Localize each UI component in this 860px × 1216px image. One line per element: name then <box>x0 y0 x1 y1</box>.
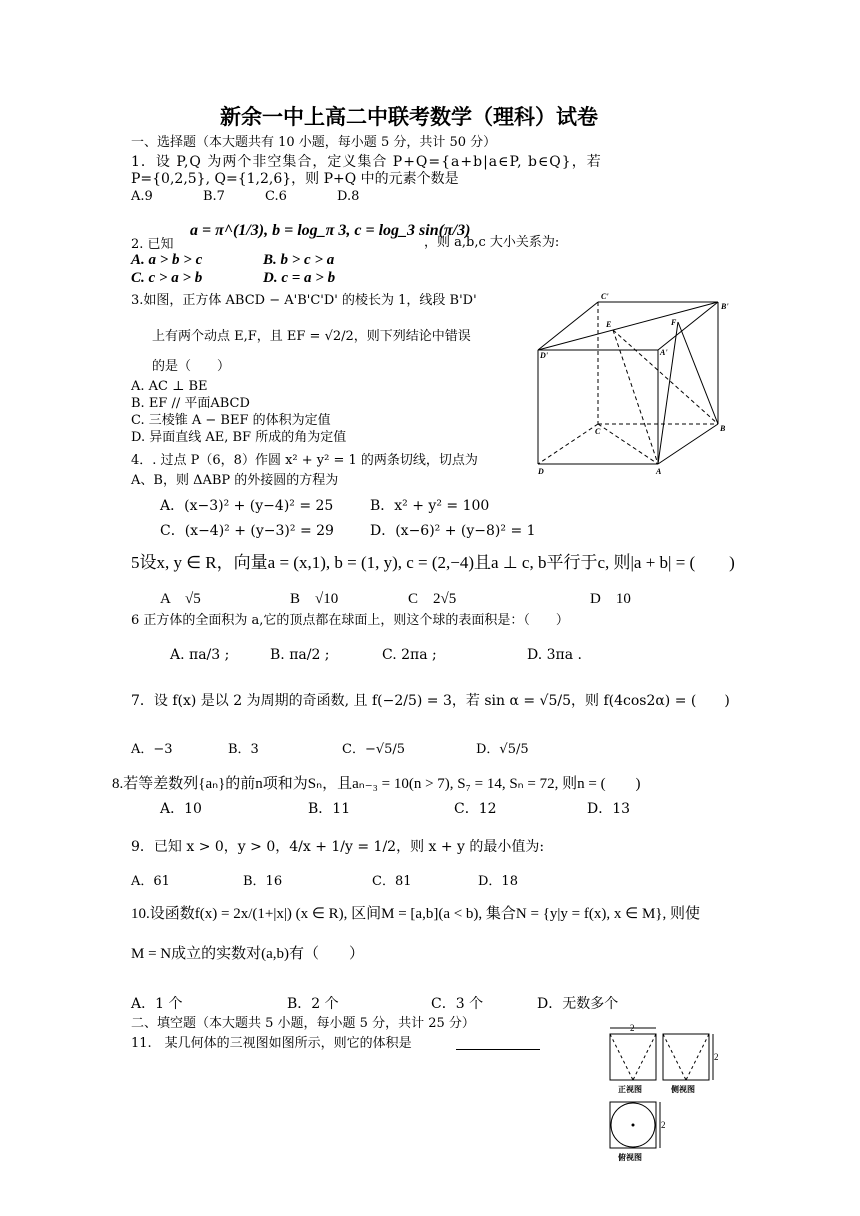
q5-stem: 5设x, y ∈ R，向量a = (x,1), b = (1, y), c = (2,−4)且a ⊥ c, b平行于c, 则|a + b| = ( ) <box>131 553 735 572</box>
q4-line1: 4．. 过点 P（6，8）作圆 x² + y² = 1 的两条切线，切点为 <box>131 453 478 468</box>
q1-line2: P={0,2,5}, Q={1,2,6}，则 P+Q 中的元素个数是 <box>131 171 459 187</box>
q10-option-a: A．1 个 <box>131 996 183 1012</box>
q6-option-d: D. 3πa . <box>527 647 582 663</box>
q2-prefix: 2. 已知 <box>131 237 174 252</box>
q2-option-d: D. c = a > b <box>263 270 336 286</box>
cube-label-d: D <box>538 467 544 476</box>
q3-option-c: C. 三棱锥 A − BEF 的体积为定值 <box>131 413 331 428</box>
q8-option-d: D．13 <box>587 801 631 817</box>
answer-blank[interactable] <box>456 1049 540 1050</box>
q9-option-b: B．16 <box>243 874 283 889</box>
q4-option-a: A．(x−3)² + (y−4)² = 25 <box>160 498 334 514</box>
q3-line2: 上有两个动点 E,F，且 EF = √2/2，则下列结论中错误 <box>152 329 471 344</box>
three-views-figure <box>600 1022 720 1162</box>
top-view-label: 俯视图 <box>618 1153 642 1162</box>
q8-option-a: A．10 <box>160 801 202 817</box>
dim-label-top: 2 <box>661 1120 666 1130</box>
q5-option-c: C 2√5 <box>408 591 457 607</box>
q10-line1: 10.设函数f(x) = 2x/(1+|x|) (x ∈ R), 区间M = [a,b](a < b), 集合N = {y|y = f(x), x ∈ M}, 则使 <box>131 906 700 922</box>
q2-option-b: B. b > c > a <box>263 252 335 268</box>
front-view-label: 正视图 <box>618 1085 642 1094</box>
cube-label-d1: D' <box>540 351 548 360</box>
q7-option-d: D．√5/5 <box>476 742 529 757</box>
cube-label-a: A <box>656 467 662 476</box>
cube-label-f: F <box>671 318 677 327</box>
q10-option-d: D．无数多个 <box>537 996 619 1012</box>
q1-line1: 1．设 P,Q 为两个非空集合，定义集合 P+Q={a+b|a∈P, b∈Q}，若 <box>131 154 602 170</box>
q6-stem: 6 正方体的全面积为 a,它的顶点都在球面上，则这个球的表面积是：（ ） <box>131 613 569 628</box>
q4-line2: A、B，则 ΔABP 的外接圆的方程为 <box>131 473 339 488</box>
cube-label-c1: C' <box>601 292 609 301</box>
section-heading-choice: 一、选择题（本大题共有 10 小题，每小题 5 分，共计 50 分） <box>131 135 497 150</box>
q1-option-d: D.8 <box>337 189 360 204</box>
q4-option-d: D．(x−6)² + (y−8)² = 1 <box>370 523 536 539</box>
q7-stem: 7．设 f(x) 是以 2 为周期的奇函数, 且 f(−2/5) = 3，若 sin α = √5/5，则 f(4cos2α) = ( ) <box>131 693 730 709</box>
q1-option-b: B.7 <box>203 189 225 204</box>
q8-stem: 8.若等差数列{aₙ}的前n项和为Sₙ，且aₙ₋₃ = 10(n > 7), S₇ = 14, Sₙ = 72, 则n = ( ) <box>112 776 641 792</box>
q6-option-c: C. 2πa ; <box>382 647 437 663</box>
q9-stem: 9．已知 x > 0，y > 0，4/x + 1/y = 1/2，则 x + y 的最小值为: <box>131 839 545 855</box>
q3-option-a: A. AC ⊥ BE <box>131 379 208 394</box>
q9-option-c: C．81 <box>372 874 412 889</box>
q10-option-c: C．3 个 <box>431 996 484 1012</box>
q5-option-a: A √5 <box>160 591 201 607</box>
cube-figure <box>528 292 738 477</box>
q7-option-b: B．3 <box>228 742 259 757</box>
q1-option-c: C.6 <box>265 189 287 204</box>
q2-suffix: ，则 a,b,c 大小关系为: <box>424 235 560 250</box>
q4-option-b: B．x² + y² = 100 <box>370 498 490 514</box>
q10-option-b: B．2 个 <box>287 996 339 1012</box>
cube-label-b: B <box>720 424 726 433</box>
q3-line3: 的是（ ） <box>152 359 231 374</box>
q5-option-b: B √10 <box>290 591 339 607</box>
page-title: 新余一中上高二中联考数学（理科）试卷 <box>220 105 598 129</box>
cube-label-e: E <box>606 320 612 329</box>
dim-label-width: 2 <box>630 1023 635 1033</box>
q6-option-a: A. πa/3 ; <box>170 647 230 663</box>
q9-option-a: A．61 <box>131 874 170 889</box>
q4-option-c: C．(x−4)² + (y−3)² = 29 <box>160 523 334 539</box>
q7-option-a: A．−3 <box>131 742 173 757</box>
q6-option-b: B. πa/2 ; <box>270 647 330 663</box>
q10-line2: M = N成立的实数对(a,b)有（ ） <box>131 946 365 962</box>
q3-option-b: B. EF // 平面ABCD <box>131 396 250 411</box>
q11-stem: 11. 某几何体的三视图如图所示，则它的体积是 <box>131 1036 412 1051</box>
q7-option-c: C．−√5/5 <box>342 742 406 757</box>
q2-option-c: C. c > a > b <box>131 270 203 286</box>
q9-option-d: D．18 <box>478 874 518 889</box>
q1-option-a: A.9 <box>131 189 153 204</box>
q3-option-d: D. 异面直线 AE, BF 所成的角为定值 <box>131 430 347 445</box>
side-view-label: 侧视图 <box>671 1085 695 1094</box>
cube-label-c: C <box>595 427 601 436</box>
section-heading-fill: 二、填空题（本大题共 5 小题，每小题 5 分，共计 25 分） <box>131 1016 475 1031</box>
dim-label-height: 2 <box>714 1052 719 1062</box>
q2-formula: a = π^(1/3), b = log_π 3, c = log_3 sin(π/3) <box>190 222 471 239</box>
q2-option-a: A. a > b > c <box>131 252 203 268</box>
q8-option-b: B．11 <box>308 801 351 817</box>
q5-option-d: D 10 <box>590 591 631 607</box>
cube-label-a1: A' <box>660 348 668 357</box>
q3-line1: 3.如图，正方体 ABCD − A'B'C'D' 的棱长为 1，线段 B'D' <box>131 293 477 308</box>
q8-option-c: C．12 <box>454 801 497 817</box>
cube-label-b1: B' <box>721 302 729 311</box>
